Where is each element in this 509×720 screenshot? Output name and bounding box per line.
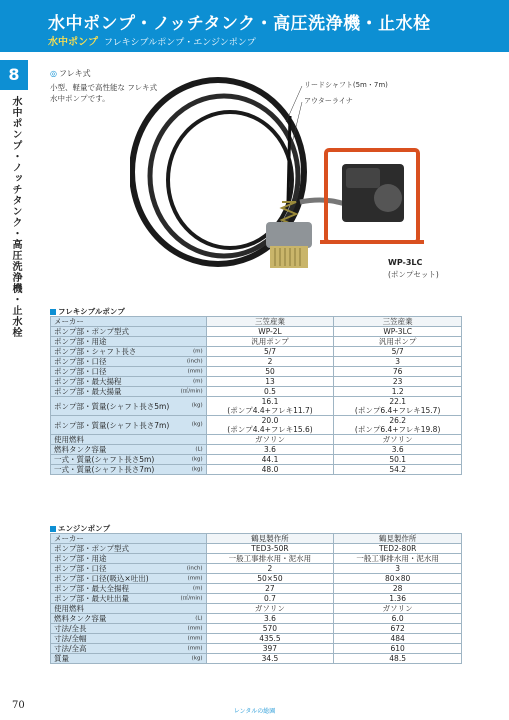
row-value-v2 — [334, 455, 462, 465]
row-label-text: ポンプ部・口径 — [54, 357, 107, 366]
row-value-v2 — [334, 377, 462, 387]
pump-strainer — [270, 246, 308, 268]
row-label — [51, 455, 207, 465]
row-value-v2 — [334, 327, 462, 337]
row-label-text: 一式・質量(シャフト長さ5m) — [54, 455, 155, 464]
row-value-v2 — [334, 604, 462, 614]
table-row — [51, 337, 462, 347]
row-value-main: 3.6 — [263, 614, 276, 623]
row-value-main: 汎用ポンプ — [251, 337, 289, 346]
row-value-main: 16.1 — [261, 397, 279, 406]
row-label — [51, 327, 207, 337]
row-value-main: 一般工事排水用・泥水用 — [228, 554, 312, 563]
row-value-main: TED2-80R — [378, 544, 417, 553]
row-value-main: 23 — [392, 377, 403, 386]
row-value-v2 — [334, 317, 462, 327]
row-label-text: 質量 — [54, 654, 69, 663]
row-label — [51, 654, 207, 664]
flexible-pump-table — [50, 316, 462, 475]
row-value-v2 — [334, 564, 462, 574]
table-row — [51, 584, 462, 594]
row-label — [51, 594, 207, 604]
pump-head-body — [266, 222, 312, 248]
row-value-breakdown: (ポンプ4.4+フレキ15.6) — [227, 425, 313, 434]
table-row — [51, 465, 462, 475]
row-label — [51, 634, 207, 644]
row-value-main: 一般工事排水用・泥水用 — [356, 554, 439, 563]
row-value-v1 — [206, 584, 334, 594]
row-value-v1 — [206, 564, 334, 574]
row-unit: (㎥/min) — [180, 595, 203, 601]
row-label — [51, 347, 207, 357]
row-value-main: 汎用ポンプ — [378, 337, 417, 346]
engine-tank — [346, 168, 380, 188]
row-label — [51, 554, 207, 564]
row-unit: (mm) — [187, 635, 203, 641]
row-label-text: ポンプ部・口径 — [54, 367, 107, 376]
row-value-main: TED3-50R — [251, 544, 289, 553]
page-subtitle — [48, 33, 256, 48]
footer-text: レンタルの総園 — [233, 708, 276, 715]
row-label — [51, 584, 207, 594]
subtitle-highlight: 水中ポンプ — [48, 37, 98, 48]
row-value-main: 48.0 — [261, 465, 279, 474]
row-value-v1 — [206, 435, 334, 445]
row-label — [51, 435, 207, 445]
callout-lead-shaft: リードシャフト(5m・7m) — [304, 81, 388, 89]
table2-title: エンジンポンプ — [50, 523, 110, 534]
row-value-v2 — [334, 614, 462, 624]
row-value-v1 — [206, 654, 334, 664]
row-value-v2 — [334, 397, 462, 416]
row-value-main: 50.1 — [389, 455, 407, 464]
row-value-main: 5/7 — [391, 347, 404, 356]
row-value-main: 0.7 — [263, 594, 276, 603]
intro-description: 小型、軽量で高性能な フレキ式水中ポンプです。 — [50, 83, 158, 103]
row-value-main: 2 — [267, 357, 273, 366]
row-value-main: 80×80 — [384, 574, 411, 583]
row-unit: (mm) — [187, 575, 203, 581]
row-value-breakdown: (ポンプ6.4+フレキ15.7) — [354, 406, 441, 415]
row-value-v1 — [206, 544, 334, 554]
row-value-main: 3 — [395, 357, 401, 366]
row-value-main: 484 — [390, 634, 405, 643]
lead-shaft — [288, 116, 290, 202]
row-value-main: 鶴見製作所 — [251, 534, 289, 543]
table-row — [51, 445, 462, 455]
bullet-circle-icon: ◎ — [50, 69, 57, 78]
row-value-main: 50 — [265, 367, 275, 376]
row-label-text: ポンプ部・ポンプ型式 — [54, 544, 129, 553]
row-value-v1 — [206, 397, 334, 416]
row-label-text: 寸法/全長 — [54, 624, 87, 633]
row-unit: (mm) — [187, 625, 203, 631]
row-value-v1 — [206, 367, 334, 377]
row-value-v2 — [334, 387, 462, 397]
table-row — [51, 554, 462, 564]
row-value-main: WP-2L — [258, 327, 282, 336]
row-value-v2 — [334, 416, 462, 435]
row-value-v2 — [334, 445, 462, 455]
table-row — [51, 614, 462, 624]
callout-outer-liner: アウターライナ — [304, 97, 353, 105]
page-number: 70 — [12, 700, 25, 711]
row-value-v2 — [334, 357, 462, 367]
row-label — [51, 644, 207, 654]
row-unit: (kg) — [191, 466, 203, 472]
row-label — [51, 317, 207, 327]
row-value-v1 — [206, 644, 334, 654]
row-value-v1 — [206, 317, 334, 327]
row-unit: (m) — [193, 348, 203, 354]
row-unit: (mm) — [187, 645, 203, 651]
row-value-main: ガソリン — [254, 604, 285, 613]
row-label — [51, 604, 207, 614]
row-value-main: 570 — [262, 624, 278, 633]
table-row — [51, 564, 462, 574]
row-label-text: ポンプ部・質量(シャフト長さ7m) — [54, 420, 170, 430]
row-label-text: ポンプ部・用途 — [54, 554, 107, 563]
row-value-v2 — [334, 534, 462, 544]
row-label — [51, 416, 207, 435]
chapter-number-tab: 8 — [0, 60, 28, 90]
row-label-text: 寸法/全幅 — [54, 634, 87, 643]
row-value-main: 26.2 — [389, 416, 407, 425]
row-label-text: 燃料タンク容量 — [54, 445, 107, 454]
row-label-text: メーカー — [54, 317, 84, 326]
row-value-v1 — [206, 416, 334, 435]
table-row — [51, 377, 462, 387]
row-value-v1 — [206, 604, 334, 614]
row-value-v1 — [206, 337, 334, 347]
row-value-main: 三笠産業 — [382, 317, 413, 326]
row-value-main: 397 — [262, 644, 278, 653]
row-value-v2 — [334, 544, 462, 554]
table-row — [51, 435, 462, 445]
table-row — [51, 347, 462, 357]
row-value-main: 2 — [267, 564, 273, 573]
table-row — [51, 357, 462, 367]
row-label — [51, 544, 207, 554]
row-value-v1 — [206, 574, 334, 584]
row-value-v1 — [206, 554, 334, 564]
row-label-text: 寸法/全高 — [54, 644, 87, 653]
table-row — [51, 327, 462, 337]
row-value-v2 — [334, 465, 462, 475]
row-value-main: 0.5 — [264, 387, 276, 396]
row-label-text: ポンプ部・口径 — [54, 564, 107, 573]
row-value-main: 48.5 — [389, 654, 406, 663]
row-value-main: 3.6 — [264, 445, 276, 454]
row-unit: (m) — [193, 378, 203, 384]
row-label — [51, 574, 207, 584]
row-value-v2 — [334, 654, 462, 664]
row-value-main: WP-3LC — [383, 327, 412, 336]
table-row — [51, 574, 462, 584]
row-value-main: ガソリン — [382, 435, 413, 444]
row-label — [51, 564, 207, 574]
row-label-text: 燃料タンク容量 — [54, 614, 107, 623]
intro-title — [50, 68, 91, 79]
row-label-text: ポンプ部・口径(吸込×吐出) — [54, 574, 149, 583]
row-label — [51, 357, 207, 367]
row-label — [51, 614, 207, 624]
row-label-text: ポンプ部・最大吐出量 — [54, 594, 129, 603]
row-value-v1 — [206, 387, 334, 397]
row-value-main: 54.2 — [389, 465, 407, 474]
row-value-v1 — [206, 624, 334, 634]
row-value-v2 — [334, 624, 462, 634]
row-label-text: ポンプ部・最大揚程 — [54, 377, 122, 386]
row-label — [51, 445, 207, 455]
row-value-v2 — [334, 347, 462, 357]
row-value-breakdown: (ポンプ4.4+フレキ11.7) — [227, 406, 313, 415]
row-unit: (L) — [195, 446, 203, 452]
row-label-text: 使用燃料 — [54, 435, 84, 444]
row-value-main: ガソリン — [382, 604, 413, 613]
row-value-main: 三笠産業 — [255, 317, 285, 326]
table-row — [51, 634, 462, 644]
table-row — [51, 317, 462, 327]
row-value-v2 — [334, 594, 462, 604]
table-row — [51, 416, 462, 435]
intro-title-text: フレキ式 — [58, 69, 91, 78]
row-value-main: 1.36 — [389, 594, 406, 603]
table-row — [51, 644, 462, 654]
row-value-main: 3 — [395, 564, 401, 573]
row-value-main: 435.5 — [259, 634, 281, 643]
row-value-v2 — [334, 554, 462, 564]
row-value-main: 20.0 — [261, 416, 279, 425]
row-value-v2 — [334, 367, 462, 377]
row-unit: (kg) — [191, 402, 203, 409]
row-value-main: 6.0 — [391, 614, 404, 623]
row-value-v1 — [206, 347, 334, 357]
row-label — [51, 367, 207, 377]
subtitle-rest: フレキシブルポンプ・エンジンポンプ — [104, 38, 256, 48]
row-value-main: 22.1 — [389, 397, 407, 406]
row-label — [51, 534, 207, 544]
row-label-text: ポンプ部・最大揚量 — [54, 387, 122, 396]
row-label-text: ポンプ部・最大全揚程 — [54, 584, 129, 593]
engine-pump-table — [50, 533, 462, 664]
row-value-main: 1.2 — [391, 387, 404, 396]
row-value-main: 76 — [392, 367, 403, 376]
row-value-v2 — [334, 435, 462, 445]
row-label — [51, 377, 207, 387]
row-value-v1 — [206, 614, 334, 624]
row-value-v2 — [334, 574, 462, 584]
row-unit: (㎥/min) — [180, 388, 203, 394]
row-value-v1 — [206, 357, 334, 367]
row-value-v1 — [206, 455, 334, 465]
page-header — [0, 0, 509, 52]
photo-model-label: WP-3LC — [388, 258, 423, 267]
row-value-v2 — [334, 337, 462, 347]
row-value-main: 鶴見製作所 — [378, 534, 417, 543]
row-value-v2 — [334, 644, 462, 654]
table-row — [51, 534, 462, 544]
row-unit: (m) — [192, 585, 203, 591]
row-value-main: 34.5 — [261, 654, 279, 663]
table-row — [51, 455, 462, 465]
row-label-text: ポンプ部・シャフト長さ — [54, 347, 137, 356]
table1-title: フレキシブルポンプ — [50, 306, 125, 317]
row-value-v1 — [206, 594, 334, 604]
row-label — [51, 337, 207, 347]
row-label-text: ポンプ部・質量(シャフト長さ5m) — [54, 401, 170, 411]
row-label — [51, 397, 207, 416]
row-label-text: 一式・質量(シャフト長さ7m) — [54, 465, 155, 474]
row-value-main: 610 — [390, 644, 405, 653]
row-value-main: 672 — [390, 624, 405, 633]
table-row — [51, 397, 462, 416]
row-unit: (kg) — [191, 421, 203, 428]
row-value-main: 3.6 — [391, 445, 404, 454]
table-row — [51, 544, 462, 554]
row-label-text: ポンプ部・ポンプ型式 — [54, 327, 129, 336]
row-unit: (inch) — [186, 358, 203, 364]
row-value-main: 44.1 — [261, 455, 279, 464]
row-value-main: ガソリン — [255, 435, 285, 444]
chapter-vertical-label: 水中ポンプ・ノッチタンク・高圧洗浄機・止水栓 — [10, 96, 21, 338]
row-value-main: 27 — [265, 584, 275, 593]
row-label-text: 使用燃料 — [54, 604, 84, 613]
row-label-text: ポンプ部・用途 — [54, 337, 107, 346]
table-row — [51, 387, 462, 397]
row-value-main: 13 — [265, 377, 275, 386]
table-row — [51, 624, 462, 634]
row-value-v1 — [206, 465, 334, 475]
row-label-text: メーカー — [54, 534, 84, 543]
row-value-v1 — [206, 377, 334, 387]
row-value-v1 — [206, 445, 334, 455]
table-row — [51, 654, 462, 664]
row-unit: (mm) — [187, 368, 203, 374]
row-value-main: 50×50 — [257, 574, 283, 583]
photo-model-note: (ポンプセット) — [388, 270, 439, 279]
row-value-v1 — [206, 327, 334, 337]
row-value-main: 28 — [392, 584, 403, 593]
row-value-v2 — [334, 634, 462, 644]
row-value-v1 — [206, 534, 334, 544]
row-unit: (L) — [195, 615, 203, 621]
row-value-v1 — [206, 634, 334, 644]
row-unit: (kg) — [191, 456, 203, 462]
table-row — [51, 604, 462, 614]
page-title: 水中ポンプ・ノッチタンク・高圧洗浄機・止水栓 — [48, 14, 431, 34]
row-value-v2 — [334, 584, 462, 594]
row-label — [51, 465, 207, 475]
row-unit: (kg) — [191, 655, 203, 661]
row-value-main: 5/7 — [263, 347, 277, 356]
row-label — [51, 387, 207, 397]
row-label — [51, 624, 207, 634]
table-row — [51, 367, 462, 377]
engine-flywheel — [374, 184, 402, 212]
row-value-breakdown: (ポンプ6.4+フレキ19.8) — [354, 425, 441, 434]
row-unit: (inch) — [186, 565, 203, 571]
pump-photo — [130, 72, 460, 287]
table-row — [51, 594, 462, 604]
